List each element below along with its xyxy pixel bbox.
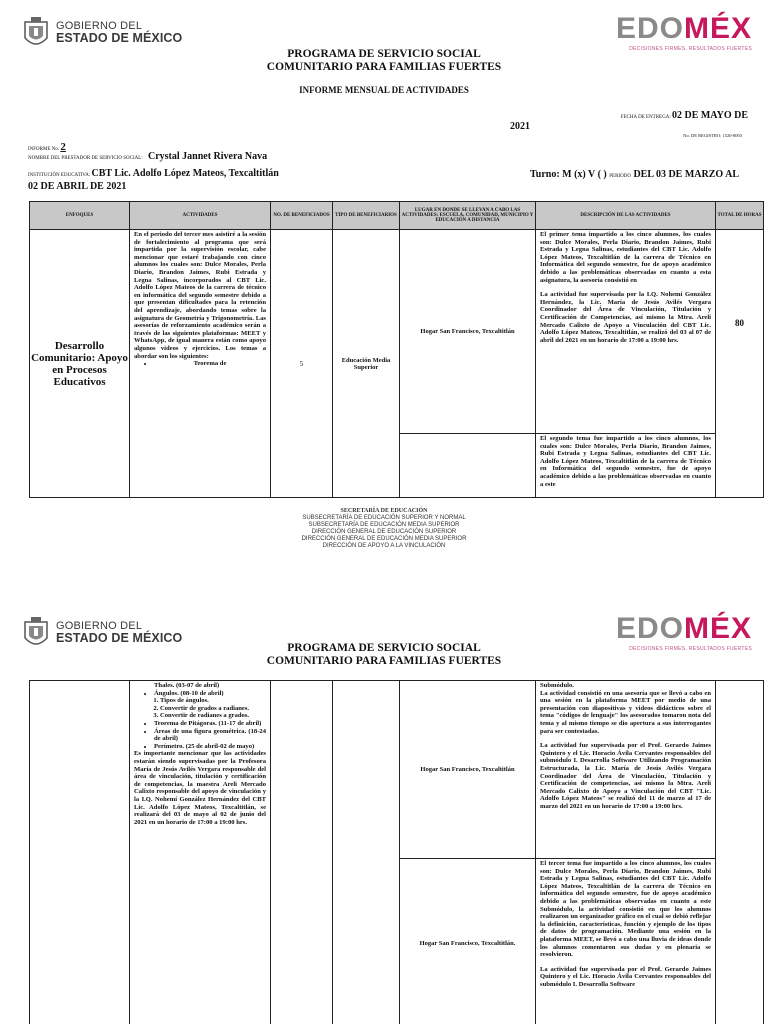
edomex-tagline: DECISIONES FIRMES, RESULTADOS FUERTES [629, 646, 752, 652]
program-line2: COMUNITARIO PARA FAMILIAS FUERTES [266, 61, 502, 73]
fecha-value: 02 DE MAYO DE [671, 110, 748, 121]
activities-table [29, 201, 764, 498]
edomex-word-a: EDO [615, 612, 684, 645]
list-item: 1. Tipos de ángulos. [160, 697, 266, 705]
header-lugar: LUGAR EN DONDE SE LLEVAN A CABO LAS ACTIVIDADES: ESCUELA, COMUNIDAD, MUNICIPIO Y EDUCACIÓN A DISTANCIA [400, 202, 536, 230]
actividad-text: En el periodo del tercer mes asistiré a la sesión de fortalecimiento al programa que será impartida por la supervisión escolar, cabe mencionar que estaré trabajando con cinco alumnos los cuales son: Dulce Morales, Perla Diario, Brandon Jaimes, Rubi Estrada y Legna Salinas, incorporados al CBT Lic. Adolfo López Mateos de la carrera de técnico en informática del segundo semestre debido a que presentan dificultades para la retención del aprendizaje, abordando temas sobre la asignatura de Geometría y Trigonometría. Las asesorías de reforzamiento académico serán a través de las siguientes plataformas: MEET y WhatsApp, de igual manera están como apoyo algunos videos y ejercicios. Los temas a abordar son los siguientes: [134, 231, 266, 360]
actividad-cell-continued [130, 681, 271, 1024]
program-title [0, 48, 768, 74]
list-item: • Teorema de Pitágoras. (11-17 de abril) [154, 720, 266, 728]
edomex-tagline: DECISIONES FIRMES, RESULTADOS FUERTES [629, 46, 752, 52]
informe-value: 2 [60, 141, 66, 153]
prestador [28, 151, 267, 162]
actividad-bullet: • Teorema de [154, 360, 266, 368]
prestador-value: Crystal Jannet Rivera Nava [147, 151, 268, 162]
descripcion-d2: La actividad fue supervisada por el Prof. Gerardo Jaimes Quintero y el Lic. Horacio Ávila Cervantes responsables del submódulo I. Desarrolla Software [540, 965, 711, 988]
descripcion-c0: Submódulo. [540, 682, 574, 689]
periodo-value2: 02 DE ABRIL DE 2021 [28, 181, 127, 192]
list-item: Thales. (03-07 de abril) [154, 682, 220, 689]
descripcion-b: El segundo tema fue impartido a los cinco alumnos, los cuales son: Dulce Morales, Perla Diario, Brandon Jaimes, Rubi Estrada y Legna Salinas, estudiantes del CBT Lic. Adolfo López Mateos, Texcaltitlán de la carrera de Técnico en Informática del segundo semestre, fue de apoyo académico debido a las problemáticas observadas en cuanto a este [536, 434, 716, 498]
activities-table-continued [29, 680, 764, 1024]
lugar-cell-empty [400, 434, 536, 498]
turno: Turno: M (x) V ( ) [530, 169, 607, 180]
fecha-label: FECHA DE ENTREGA: [620, 115, 671, 120]
descripcion-d1: El tercer tema fue impartido a los cinco alumnos, los cuales son: Dulce Morales, Perla Diario, Brandon Jaimes, Rubi Estrada y Legna Salinas, estudiantes del CBT Lic. Adolfo López Mateos, Texcaltitlán de la carrera de Técnico en informática del segundo semestre, fue de apoyo académico debido a las problemáticas observadas en cuanto a este Submódulo, la actividad consistió en que los alumnos realizaron un organizador gráfico en el cual se debió reflejar la definición, características, función y ejemplo de los tipos de datos de programación. Mediante una sesión en la plataforma MEET, se llevó a cabo una lluvia de ideas donde los alumnos comentaron sus dudas y en plenaria se resolvieron. [540, 860, 711, 959]
gobierno-line1: GOBIERNO DEL [56, 619, 143, 632]
lugar-cell: Hogar San Francisco, Texcaltitlán. [400, 859, 536, 1024]
program-line2: COMUNITARIO PARA FAMILIAS FUERTES [266, 655, 502, 667]
table-header-row [30, 202, 764, 230]
program-title-2 [0, 642, 768, 668]
fecha-entrega [621, 110, 748, 121]
header-enfoques: ENFOQUES [30, 202, 130, 230]
footer-line2: SUBSECRETARÍA DE EDUCACIÓN SUPERIOR Y NORMAL [302, 515, 466, 521]
list-item: • Áreas de una figura geométrica. (18-24 de abril) [154, 728, 266, 743]
header-horas: TOTAL DE HORAS [716, 202, 764, 230]
tipo-cell-empty [333, 681, 400, 1024]
horas-cell-empty [716, 681, 764, 1024]
informe-label: INFORME No. [28, 147, 60, 152]
edomex-logo [616, 14, 752, 52]
enfoque-cell-empty [30, 681, 130, 1024]
lugar-cell: Hogar San Francisco, Texcaltitlán [400, 230, 536, 434]
footer-line1: SECRETARÍA DE EDUCACIÓN [340, 508, 428, 514]
gobierno-logo [22, 16, 182, 50]
descripcion-cell [536, 681, 716, 859]
periodo-label: PERIODO [609, 174, 631, 179]
horas-cell: 80 [716, 230, 764, 498]
list-item: • Perímetro. (25 de abril-02 de mayo) [154, 743, 266, 751]
descripcion-cell [536, 859, 716, 1024]
registro-number: No. DE REGISTRO: 1520-8003 [683, 133, 742, 138]
gobierno-line2: ESTADO DE MÉXICO [56, 31, 183, 46]
actividad-cell [130, 230, 271, 498]
descripcion-cell [536, 230, 716, 434]
list-item: • Ángulos. (08-10 de abril) [154, 690, 266, 698]
edomex-word-b: MÉX [683, 612, 752, 645]
list-item: 2. Convertir de grados a radianes. [160, 705, 266, 713]
turno-periodo [530, 169, 739, 180]
footer-line5: DIRECCIÓN GENERAL DE EDUCACIÓN MEDIA SUPERIOR [301, 536, 467, 542]
document-page-2 [0, 600, 768, 1024]
header-actividades: ACTIVIDADES [130, 202, 271, 230]
inst-value: CBT Lic. Adolfo López Mateos, Texcaltitlán [91, 168, 279, 179]
state-seal-icon [22, 16, 50, 50]
program-line1: PROGRAMA DE SERVICIO SOCIAL [287, 48, 481, 60]
prestador-label: NOMBRE DEL PRESTADOR DE SERVICIO SOCIAL: [28, 156, 143, 161]
header-tipo: TIPO DE BENEFICIARIOS [333, 202, 400, 230]
periodo-value: DEL 03 DE MARZO AL [633, 169, 740, 180]
institucion [28, 168, 279, 179]
list-item: 3. Convertir de radianes a grados. [160, 712, 266, 720]
header-beneficiados: NO. DE BENEFICIADOS [271, 202, 333, 230]
inst-label: INSTITUCIÓN EDUCATIVA: [28, 173, 91, 178]
footer-line4: DIRECCIÓN GENERAL DE EDUCACIÓN SUPERIOR [311, 529, 457, 535]
table-row [30, 681, 764, 859]
gobierno-line2: ESTADO DE MÉXICO [56, 631, 183, 646]
page-gap [0, 590, 768, 600]
table-row [30, 230, 764, 434]
edomex-word-a: EDO [615, 12, 684, 45]
page-footer [0, 508, 768, 550]
descripcion-c2: La actividad fue supervisada por el Prof. Gerardo Jaimes Quintero y el Lic. Horacio Ávila Cervantes responsables del submódulo I. Desarrolla Software Utilizando Programación Estructurada, la Lic. María de Jesús Avilés Vergara Coordinador del Área de Vinculación, Titulación y Certificación de competencias, así mismo la Mtra. Areli Mercado Calixto de Apoyo a Vinculación del CBT "Lic. Adolfo López Mateos" se realizó del 11 de marzo al 17 de marzo del 2021 en un horario de 17:00 a 19:00 hrs. [540, 742, 711, 810]
descripcion-c1: La actividad consistió en una asesoría que se llevó a cabo en una sesión en la plataforma MEET por medio de una presentación con diapositivas y videos didácticos sobre el tema "códigos de lenguaje" los asesorados tomaron nota del tema y al mismo tiempo se dio apertura a sus interrogantes para ser contestadas. [540, 689, 711, 735]
actividad-continuation: Es importante mencionar que las actividades estarán siendo supervisadas por la Profesora María de Jesús Avilés Vergara responsable del área de vinculación, titulación y certificación de competencias, la maestra Areli Mercado Calixto responsable del apoyo de vinculación y la I.Q. Nohemí González Hernández del CBT Lic. Adolfo López Mateos, Texcaltitlán, se realizará del 03 de mayo al 02 de junio del 2021 en un horario de 17:00 a 19:00 hrs. [134, 750, 266, 826]
footer-line6: DIRECCIÓN DE APOYO A LA VINCULACIÓN [322, 543, 446, 549]
report-title: INFORME MENSUAL DE ACTIVIDADES [299, 85, 469, 95]
header-descripcion: DESCRIPCIÓN DE LAS ACTIVIDADES [536, 202, 716, 230]
fecha-year: 2021 [510, 121, 530, 132]
beneficiados-cell: 5 [271, 230, 333, 498]
lugar-cell: Hogar San Francisco, Texcaltitlán [400, 681, 536, 859]
enfoque-cell: Desarrollo Comunitario: Apoyo en Procesos Educativos [30, 230, 130, 498]
footer-line3: SUBSECRETARÍA DE EDUCACIÓN MEDIA SUPERIOR [308, 522, 460, 528]
edomex-word-b: MÉX [683, 12, 752, 45]
tipo-cell: Educación Media Superior [333, 230, 400, 498]
descripcion-a2: La actividad fue supervisada por la I.Q. Nohemí González Hernández, la Lic. María de Jesús Avilés Vergara Coordinador del Área de Vinculación, Titulación y Certificación de Competencias, así mismo la Mtra. Areli Mercado Calixto de Apoyo a Vinculación del CBT Lic. Adolfo López Mateos, Texcaltitlán, se realizó del 03 al 07 de abril del 2021 en un horario de 17:00 a 19:00 hrs. [540, 291, 711, 344]
gobierno-line1: GOBIERNO DEL [56, 19, 143, 32]
descripcion-a1: El primer tema impartido a los cinco alumnos, los cuales son: Dulce Morales, Perla Diario, Brandon Jaimes, Rubi Estrada y Legna Salinas, estudiantes del CBT Lic. Adolfo López Mateos, Texcaltitlán de la carrera de Técnico en Informática del segundo semestre, fue de apoyo académico debido a las problemáticas observadas en cuanto a esta asignatura, la asesoría consistió en [540, 231, 711, 284]
beneficiados-cell-empty [271, 681, 333, 1024]
program-line1: PROGRAMA DE SERVICIO SOCIAL [287, 642, 481, 654]
